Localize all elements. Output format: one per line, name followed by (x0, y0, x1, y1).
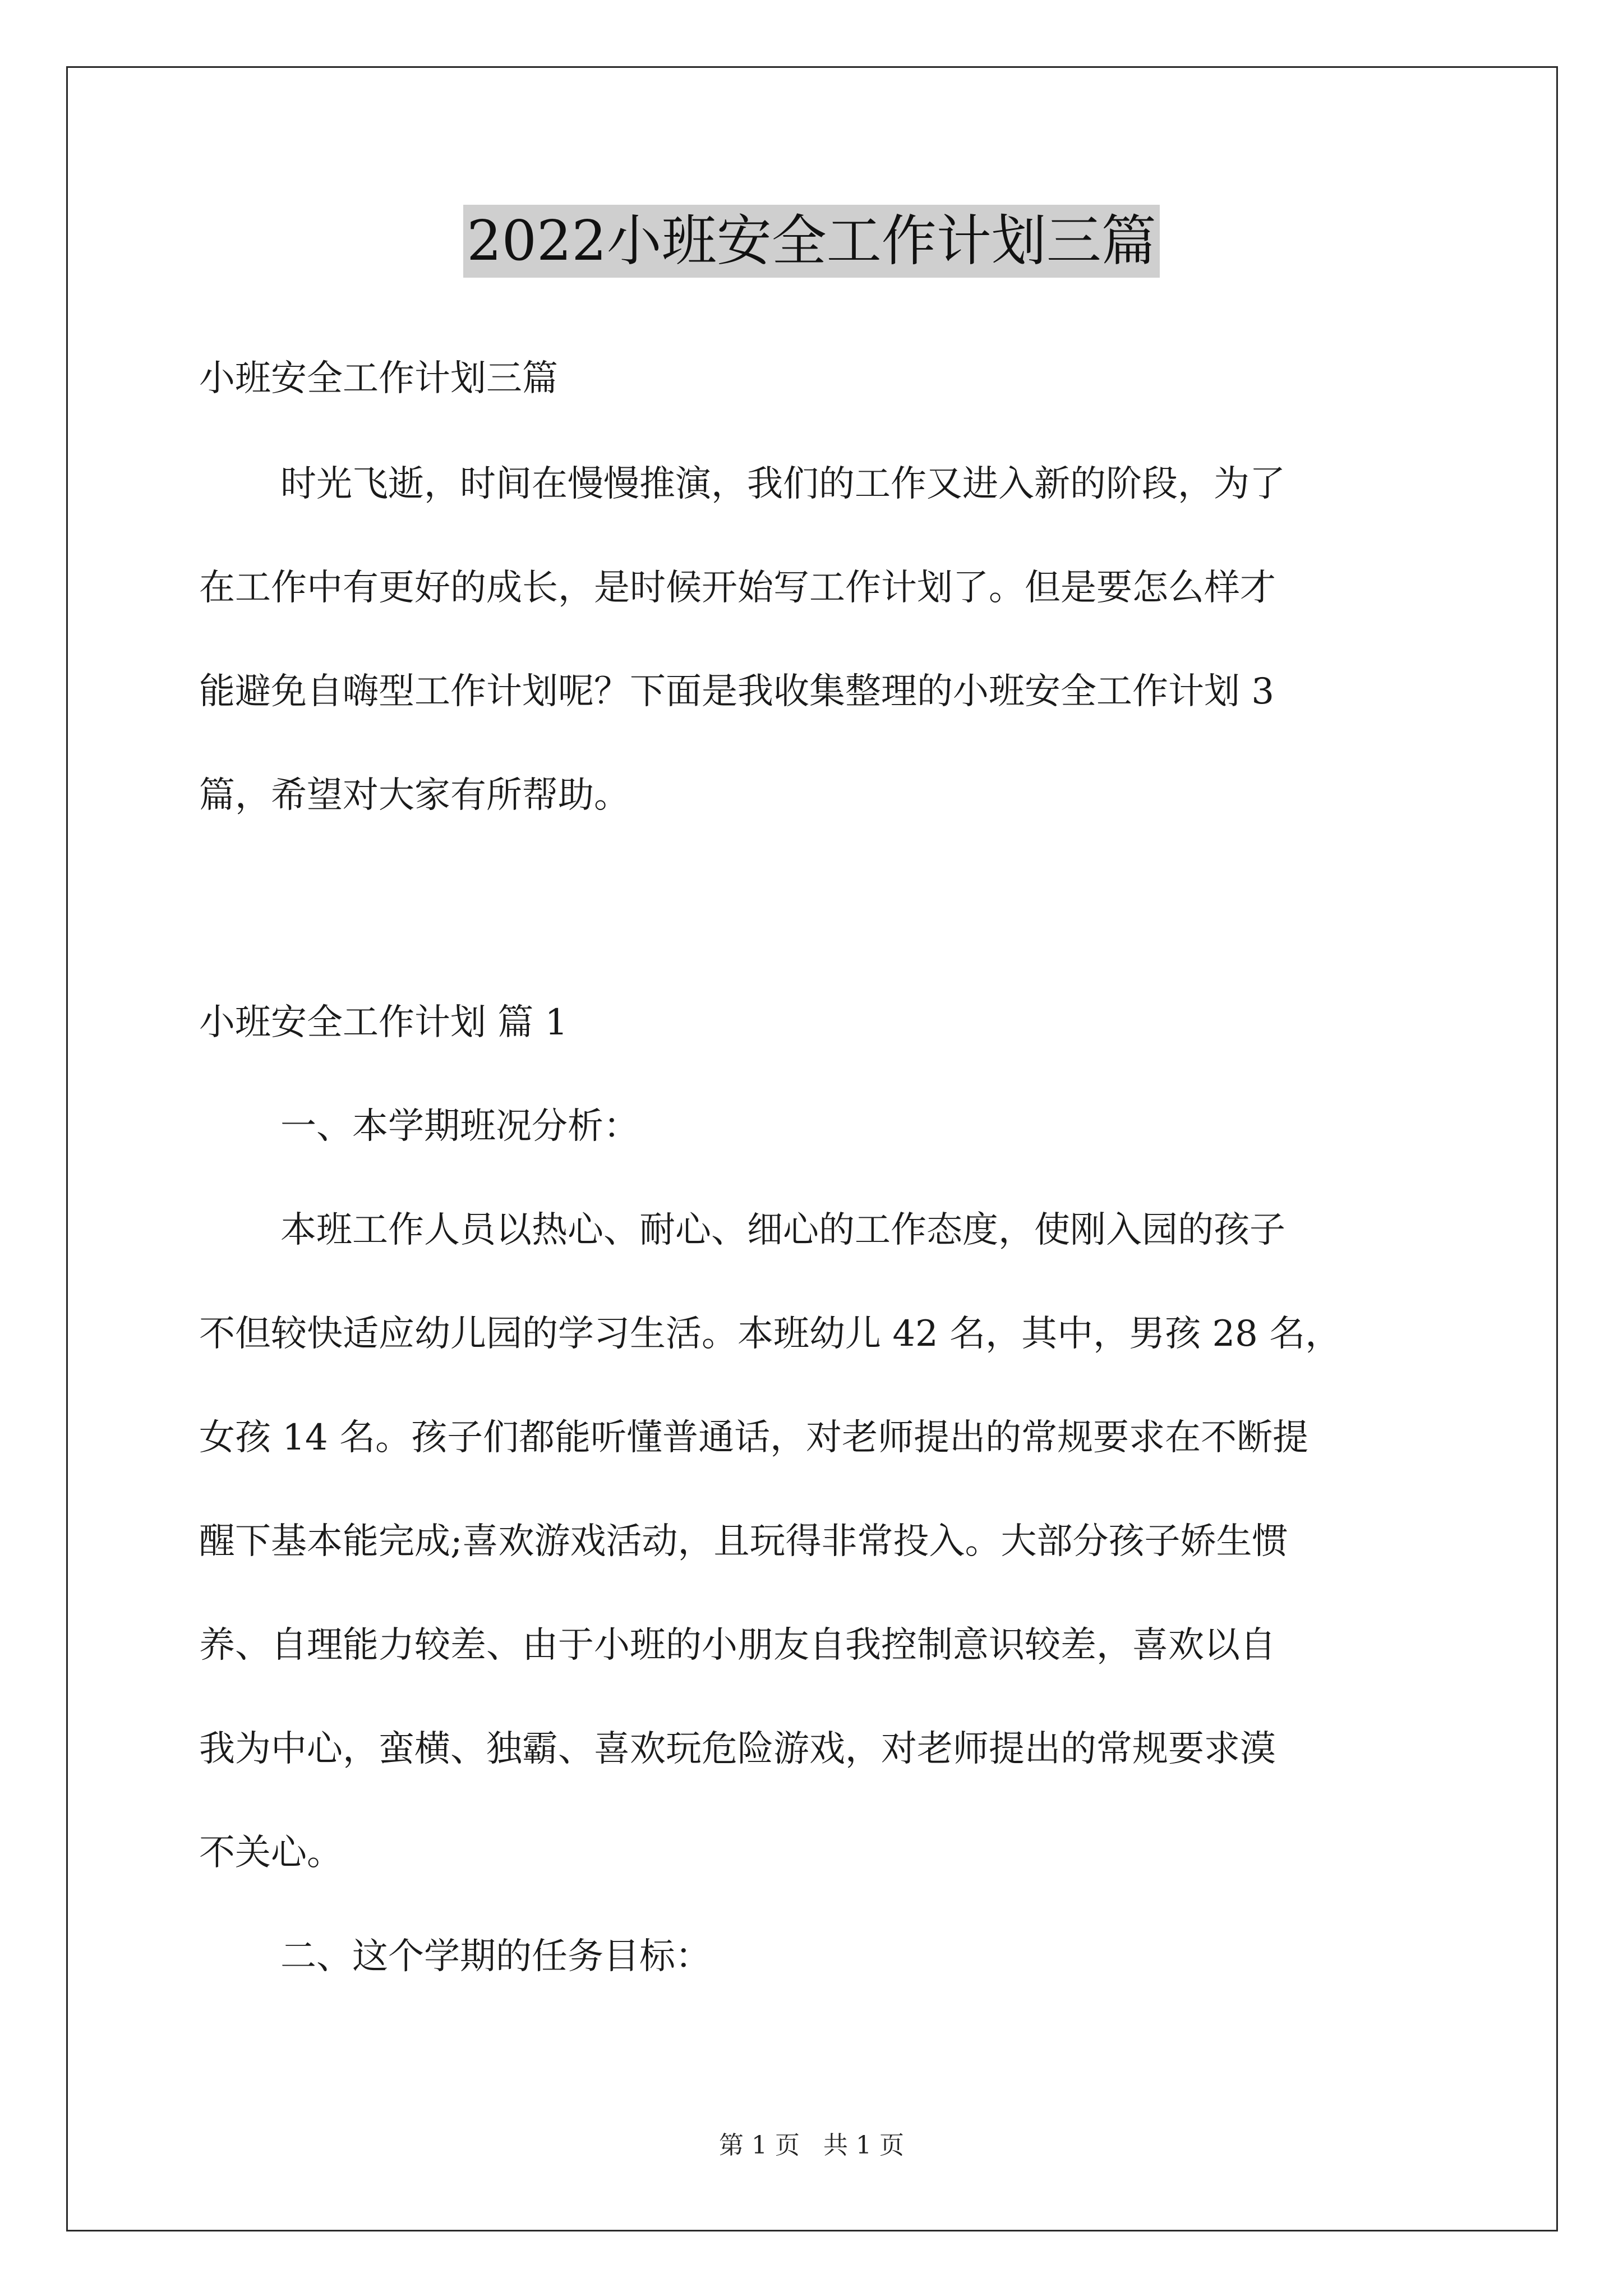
item-heading: 二、这个学期的任务目标： (280, 1936, 711, 1977)
intro-line: 时光飞逝，时间在慢慢推演，我们的工作又进入新的阶段，为了 (280, 463, 1285, 505)
document-title: 2022小班安全工作计划三篇 (463, 205, 1159, 278)
analysis-line: 不但较快适应幼儿园的学习生活。本班幼儿 42 名，其中，男孩 28 名， (199, 1313, 1341, 1355)
analysis-line: 不关心。 (199, 1832, 343, 1874)
page-total: 共 1 页 (823, 2131, 904, 2160)
page-footer (0, 2129, 1623, 2162)
analysis-line: 女孩 14 名。孩子们都能听懂普通话，对老师提出的常规要求在不断提 (199, 1417, 1309, 1458)
analysis-line: 本班工作人员以热心、耐心、细心的工作态度，使刚入园的孩子 (280, 1209, 1285, 1251)
subtitle: 小班安全工作计划三篇 (199, 358, 558, 399)
title-wrapper (0, 205, 1623, 278)
intro-line: 能避免自嗨型工作计划呢？下面是我收集整理的小班安全工作计划 3 (199, 671, 1275, 712)
intro-line: 在工作中有更好的成长，是时候开始写工作计划了。但是要怎么样才 (199, 567, 1276, 609)
analysis-line: 醒下基本能完成;喜欢游戏活动，且玩得非常投入。大部分孩子娇生惯 (199, 1521, 1288, 1562)
page-number: 第 1 页 (719, 2131, 800, 2160)
item-heading: 一、本学期班况分析： (280, 1106, 639, 1147)
intro-line: 篇，希望对大家有所帮助。 (199, 775, 630, 816)
analysis-line: 养、自理能力较差、由于小班的小朋友自我控制意识较差，喜欢以自 (199, 1625, 1276, 1666)
analysis-line: 我为中心，蛮横、独霸、喜欢玩危险游戏，对老师提出的常规要求漠 (199, 1728, 1276, 1770)
section-heading: 小班安全工作计划 篇 1 (199, 1002, 568, 1043)
